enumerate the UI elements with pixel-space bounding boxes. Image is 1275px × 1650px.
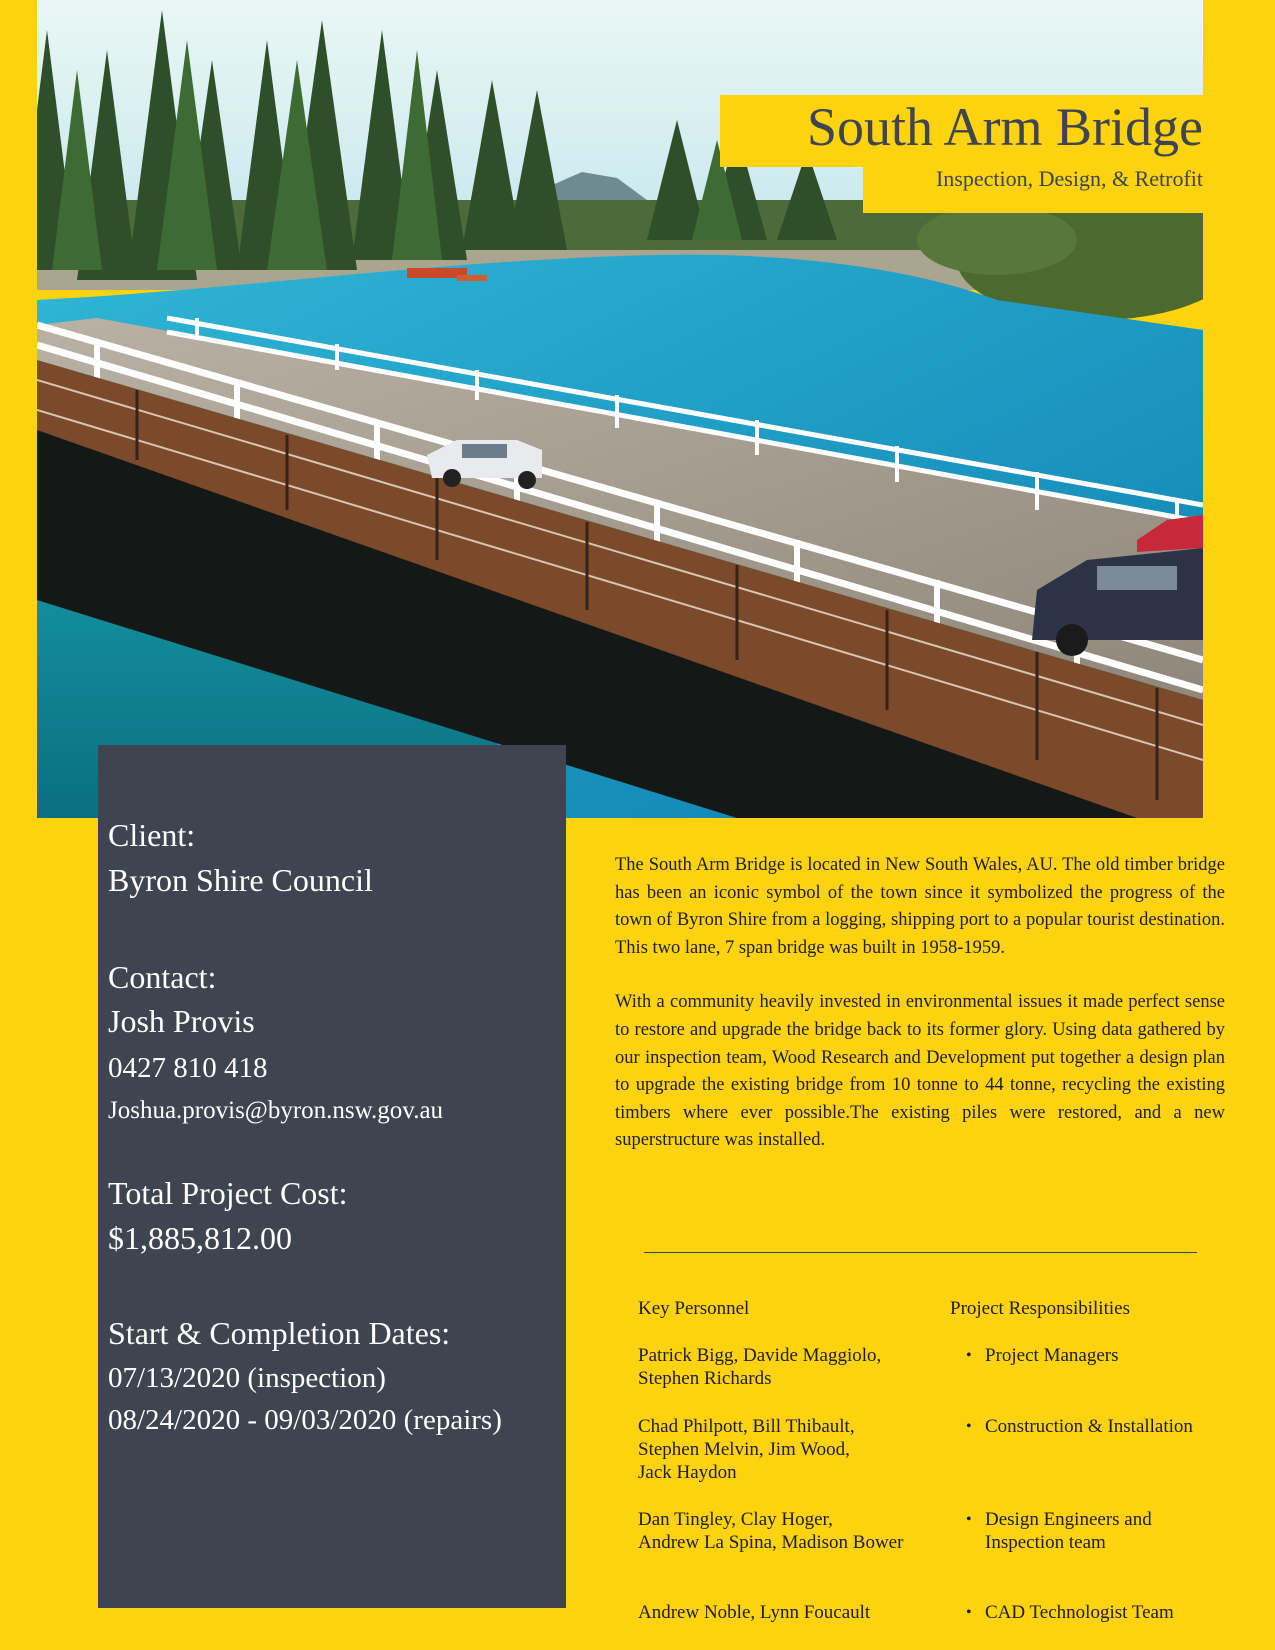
personnel-line: Andrew Noble, Lynn Foucault: [638, 1602, 871, 1623]
date-inspection: 07/13/2020 (inspection): [108, 1362, 386, 1394]
responsibilities-header: Project Responsibilities: [950, 1298, 1130, 1319]
responsibility-row-3: [954, 1508, 1152, 1554]
personnel-line: Chad Philpott, Bill Thibault,: [638, 1416, 855, 1437]
page-subtitle: Inspection, Design, & Retrofit: [935, 166, 1203, 191]
description-paragraph-1: The South Arm Bridge is located in New South Wales, AU. The old timber bridge has been an iconic symbol of the town since it symbolized the progress of the town of Byron Shire from a logging, shipping port to a popular tourist destination. This two lane, 7 span bridge was built in 1958-1959.: [615, 855, 1225, 958]
date-repairs: 08/24/2020 - 09/03/2020 (repairs): [108, 1404, 502, 1436]
dates-label: Start & Completion Dates:: [108, 1315, 451, 1351]
description-paragraph-2: With a community heavily invested in environmental issues it made perfect sense to restore and upgrade the bridge back to its former glory. Using data gathered by our inspection team, Wood Research and Development put together a design plan to upgrade the existing bridge from 10 tonne to 44 tonne, recycling the existing timbers where ever possible.The existing piles were restored, and a new superstructure was installed.: [615, 992, 1225, 1151]
responsibility-line: • Design Engineers and: [985, 1509, 1152, 1530]
personnel-line: Andrew La Spina, Madison Bower: [638, 1532, 904, 1553]
cost-label: Total Project Cost:: [108, 1175, 348, 1211]
personnel-line: Stephen Melvin, Jim Wood,: [638, 1439, 850, 1460]
responsibility-line: • CAD Technologist Team: [985, 1602, 1174, 1623]
contact-label: Contact:: [108, 959, 217, 995]
client-label: Client:: [108, 817, 196, 853]
personnel-row-2: [638, 1415, 855, 1484]
section-divider: [644, 1252, 1197, 1253]
page-title: South Arm Bridge: [806, 97, 1203, 157]
personnel-row-1: [638, 1344, 881, 1390]
contact-email: Joshua.provis@byron.nsw.gov.au: [108, 1097, 444, 1124]
project-description: [615, 852, 1225, 1182]
personnel-line: Jack Haydon: [638, 1462, 737, 1483]
personnel-row-3: [638, 1508, 903, 1554]
personnel-row-4: [638, 1601, 870, 1624]
key-personnel-header: Key Personnel: [638, 1298, 750, 1319]
personnel-line: Dan Tingley, Clay Hoger,: [638, 1509, 833, 1530]
contact-name: Josh Provis: [108, 1003, 255, 1039]
client-value: Byron Shire Council: [108, 862, 373, 898]
responsibility-line: • Construction & Installation: [985, 1416, 1193, 1437]
responsibility-row-2: [954, 1415, 1193, 1438]
personnel-line: Stephen Richards: [638, 1368, 772, 1389]
cost-value: $1,885,812.00: [108, 1220, 292, 1256]
project-info-panel: [98, 745, 566, 1608]
responsibility-line: Inspection team: [985, 1532, 1106, 1553]
responsibility-row-4: [954, 1601, 1174, 1624]
personnel-line: Patrick Bigg, Davide Maggiolo,: [638, 1345, 882, 1366]
responsibility-line: • Project Managers: [985, 1345, 1119, 1366]
contact-phone: 0427 810 418: [108, 1052, 268, 1084]
responsibility-row-1: [954, 1344, 1118, 1367]
